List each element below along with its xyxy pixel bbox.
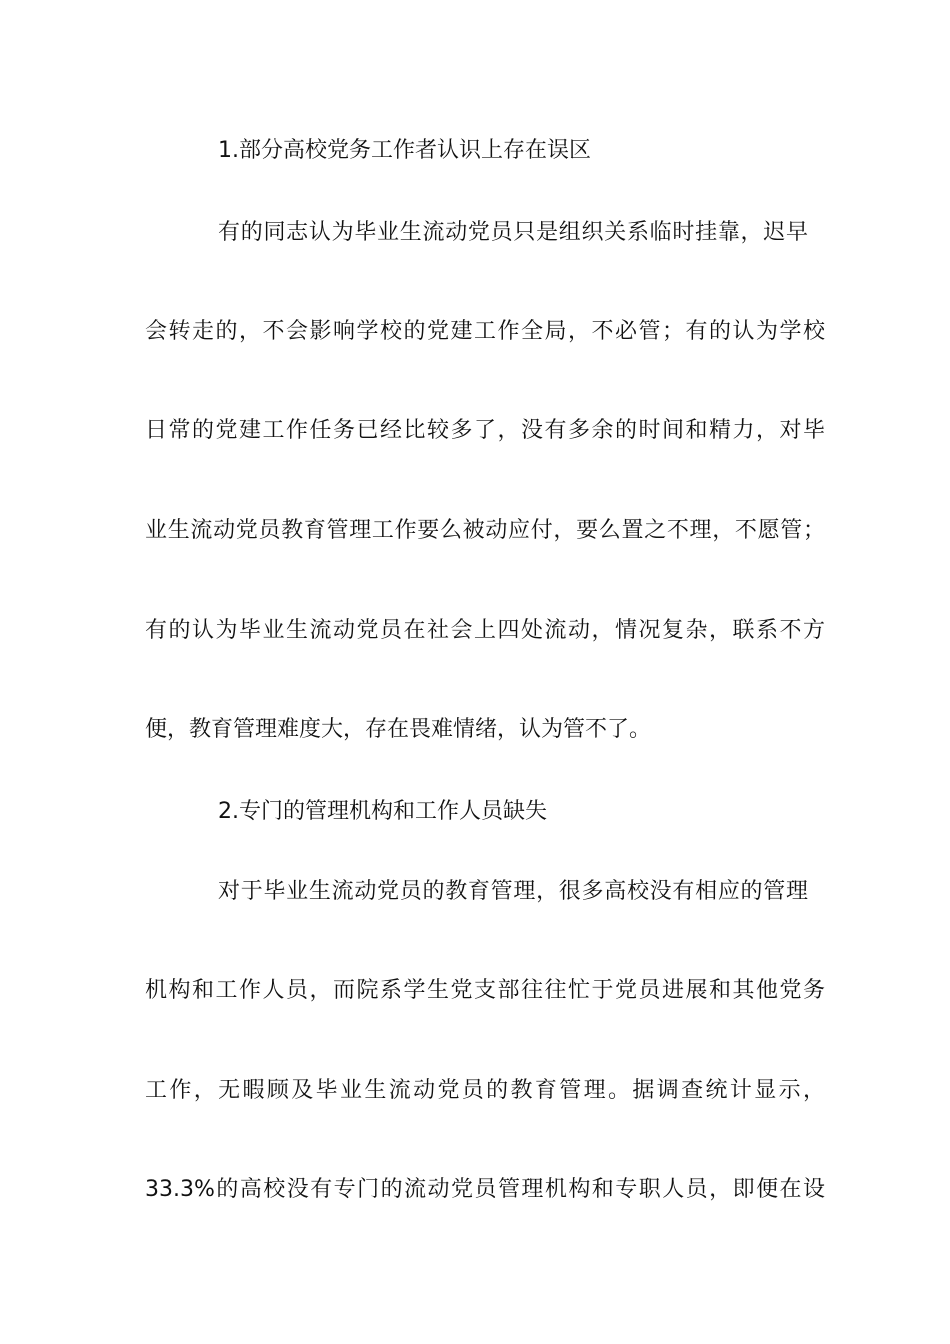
- paragraph-line: 会转走的，不会影响学校的党建工作全局，不必管；有的认为学校: [145, 319, 825, 344]
- paragraph-line: 有的认为毕业生流动党员在社会上四处流动，情况复杂，联系不方: [145, 618, 825, 643]
- paragraph-line: 日常的党建工作任务已经比较多了，没有多余的时间和精力，对毕: [145, 418, 825, 443]
- paragraph-line: 有的同志认为毕业生流动党员只是组织关系临时挂靠，迟早: [218, 220, 808, 245]
- paragraph-line: 便，教育管理难度大，存在畏难情绪，认为管不了。: [145, 717, 652, 742]
- section-heading: 1.部分高校党务工作者认识上存在误区: [218, 138, 591, 163]
- paragraph-line: 机构和工作人员，而院系学生党支部往往忙于党员进展和其他党务: [145, 978, 825, 1003]
- paragraph-line: 业生流动党员教育管理工作要么被动应付，要么置之不理，不愿管；: [145, 518, 825, 543]
- paragraph-line: 33.3%的高校没有专门的流动党员管理机构和专职人员，即便在设: [145, 1177, 825, 1202]
- paragraph-line: 对于毕业生流动党员的教育管理，很多高校没有相应的管理: [218, 879, 808, 904]
- paragraph-line: 工作，无暇顾及毕业生流动党员的教育管理。据调查统计显示，: [145, 1078, 825, 1103]
- section-heading: 2.专门的管理机构和工作人员缺失: [218, 799, 547, 824]
